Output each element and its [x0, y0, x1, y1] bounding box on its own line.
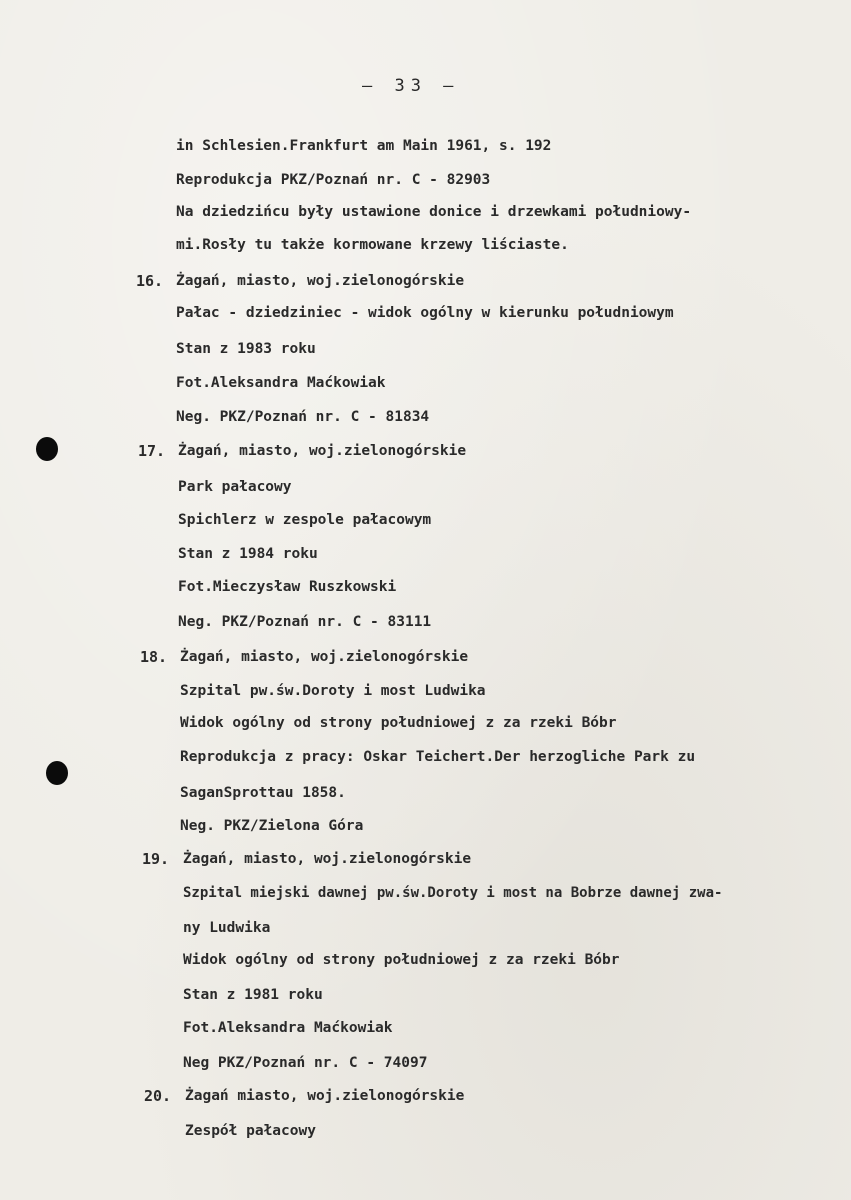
- entry-number: 20.: [144, 1087, 172, 1105]
- entry-line: Szpital miejski dawnej pw.św.Doroty i most na Bobrze dawnej zwa-: [183, 885, 723, 901]
- entry-line: Fot.Aleksandra Maćkowiak: [176, 375, 386, 391]
- page-number: — 33 —: [362, 76, 460, 96]
- entry-line: Spichlerz w zespole pałacowym: [178, 512, 432, 528]
- intro-line: mi.Rosły tu także kormowane krzewy liściaste.: [176, 237, 569, 253]
- entry-line: Żagań, miasto, woj.zielonogórskie: [183, 851, 472, 867]
- entry-line: Pałac - dziedziniec - widok ogólny w kierunku południowym: [176, 305, 674, 321]
- entry-line: Stan z 1984 roku: [178, 546, 318, 562]
- entry-line: Neg PKZ/Poznań nr. C - 74097: [183, 1055, 428, 1071]
- entry-line: Stan z 1981 roku: [183, 987, 323, 1003]
- entry-line: Reprodukcja z pracy: Oskar Teichert.Der herzogliche Park zu: [180, 749, 696, 765]
- punch-hole-lower: [46, 761, 68, 785]
- entry-line: Neg. PKZ/Poznań nr. C - 83111: [178, 614, 432, 630]
- entry-line: Fot.Mieczysław Ruszkowski: [178, 579, 397, 595]
- entry-number: 18.: [140, 648, 168, 666]
- entry-number: 16.: [136, 272, 164, 290]
- entry-line: Park pałacowy: [178, 479, 292, 495]
- entry-line: Fot.Aleksandra Maćkowiak: [183, 1020, 393, 1036]
- entry-line: Żagań, miasto, woj.zielonogórskie: [176, 273, 465, 289]
- entry-line: SaganSprottau 1858.: [180, 785, 346, 801]
- intro-line: Na dziedzińcu były ustawione donice i drzewkami południowy-: [176, 204, 692, 220]
- entry-line: Widok ogólny od strony południowej z za rzeki Bóbr: [180, 715, 617, 731]
- entry-line: Żagań, miasto, woj.zielonogórskie: [178, 443, 467, 459]
- entry-line: Szpital pw.św.Doroty i most Ludwika: [180, 683, 486, 699]
- entry-line: Neg. PKZ/Zielona Góra: [180, 818, 364, 834]
- entry-line: Żagań miasto, woj.zielonogórskie: [185, 1088, 465, 1104]
- entry-line: Żagań, miasto, woj.zielonogórskie: [180, 649, 469, 665]
- intro-line: in Schlesien.Frankfurt am Main 1961, s. 192: [176, 138, 552, 154]
- entry-line: Widok ogólny od strony południowej z za rzeki Bóbr: [183, 952, 620, 968]
- intro-line: Reprodukcja PKZ/Poznań nr. C - 82903: [176, 172, 491, 188]
- entry-line: ny Ludwika: [183, 920, 271, 936]
- entry-line: Stan z 1983 roku: [176, 341, 316, 357]
- punch-hole-upper: [36, 437, 58, 461]
- entry-line: Neg. PKZ/Poznań nr. C - 81834: [176, 409, 430, 425]
- entry-line: Zespół pałacowy: [185, 1123, 316, 1139]
- entry-number: 19.: [142, 850, 170, 868]
- entry-number: 17.: [138, 442, 166, 460]
